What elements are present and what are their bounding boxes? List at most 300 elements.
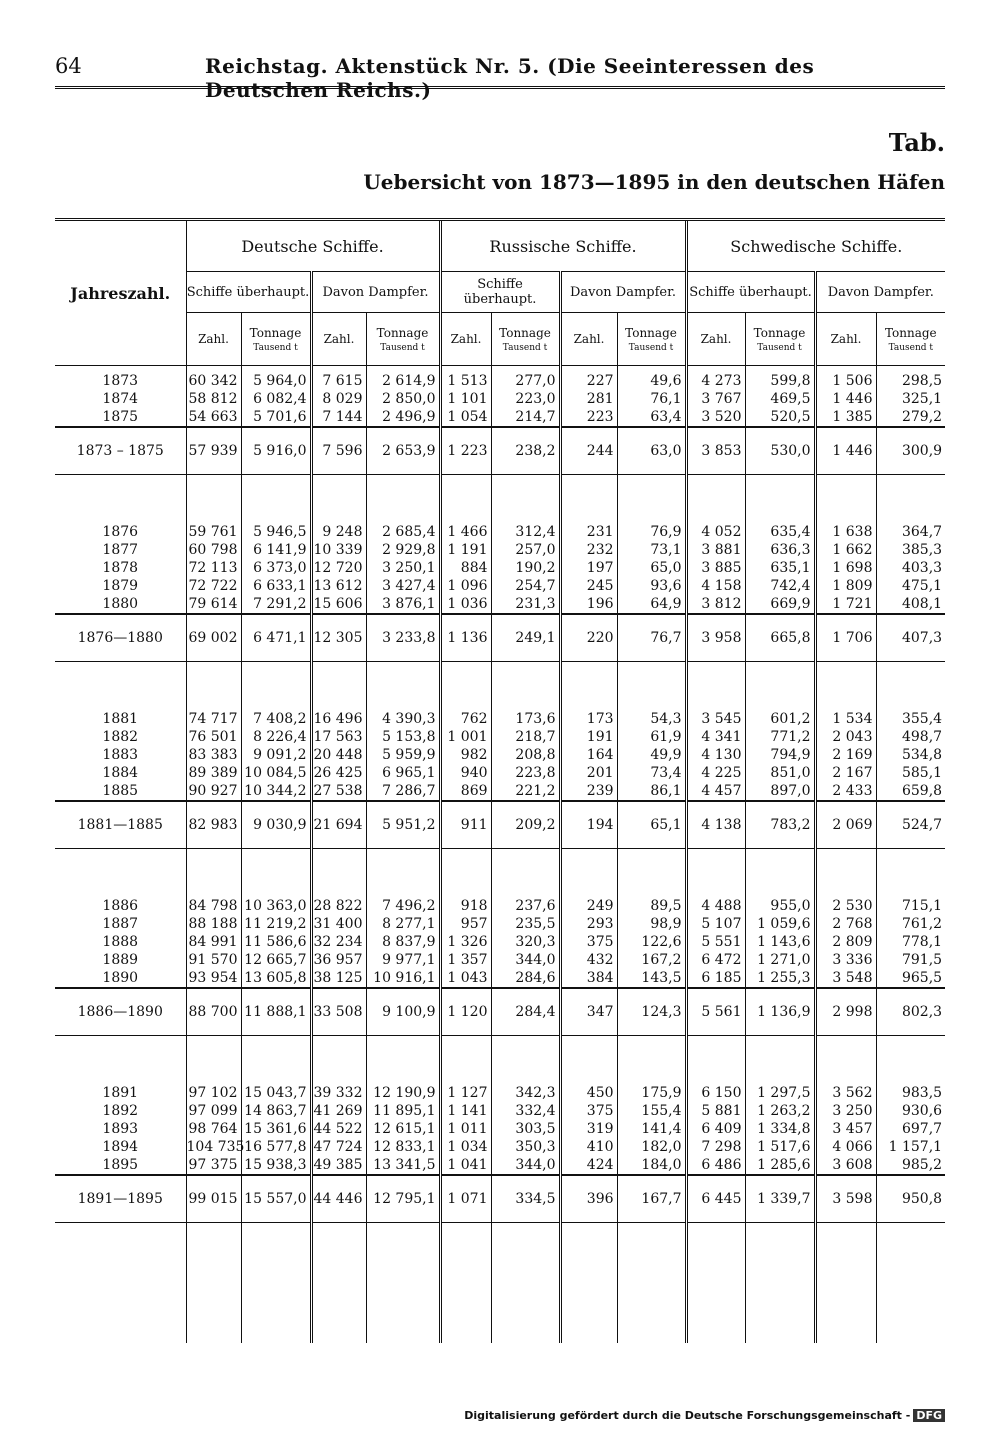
value-cell: 90 927 bbox=[186, 782, 241, 801]
value-cell: 1 223 bbox=[440, 427, 491, 475]
table-subtitle: Uebersicht von 1873—1895 in den deutschen Häfen bbox=[363, 170, 945, 194]
value-cell: 4 052 bbox=[686, 517, 745, 541]
value-cell: 6 082,4 bbox=[241, 390, 311, 408]
value-cell: 4 488 bbox=[686, 891, 745, 915]
value-cell: 1 721 bbox=[815, 595, 876, 614]
value-cell: 1 334,8 bbox=[745, 1120, 815, 1138]
value-cell: 27 538 bbox=[311, 782, 366, 801]
value-cell: 10 339 bbox=[311, 541, 366, 559]
value-cell: 6 373,0 bbox=[241, 559, 311, 577]
value-cell: 17 563 bbox=[311, 728, 366, 746]
year-cell: 1877 bbox=[102, 542, 139, 558]
value-cell: 79 614 bbox=[186, 595, 241, 614]
value-cell: 5 964,0 bbox=[241, 366, 311, 391]
column-header-tonnage bbox=[241, 313, 311, 366]
value-cell: 155,4 bbox=[617, 1102, 686, 1120]
year-cell: 1885 bbox=[102, 783, 139, 799]
tonnage-label: Tonnage bbox=[753, 325, 806, 340]
value-cell: 7 596 bbox=[311, 427, 366, 475]
value-cell: 64,9 bbox=[617, 595, 686, 614]
shipping-statistics-table bbox=[55, 221, 945, 1343]
value-cell: 26 425 bbox=[311, 764, 366, 782]
value-cell: 8 226,4 bbox=[241, 728, 311, 746]
value-cell: 238,2 bbox=[491, 427, 560, 475]
value-cell: 1 136,9 bbox=[745, 988, 815, 1036]
value-cell: 16 577,8 bbox=[241, 1138, 311, 1156]
value-cell: 197 bbox=[560, 559, 617, 577]
table-row bbox=[55, 390, 945, 408]
year-cell: 1889 bbox=[102, 952, 139, 968]
value-cell: 1 043 bbox=[440, 969, 491, 988]
value-cell: 407,3 bbox=[876, 614, 945, 662]
value-cell: 520,5 bbox=[745, 408, 815, 427]
value-cell: 3 958 bbox=[686, 614, 745, 662]
table-row bbox=[55, 746, 945, 764]
value-cell: 97 102 bbox=[186, 1078, 241, 1102]
value-cell: 14 863,7 bbox=[241, 1102, 311, 1120]
value-cell: 1 326 bbox=[440, 933, 491, 951]
value-cell: 930,6 bbox=[876, 1102, 945, 1120]
value-cell: 3 881 bbox=[686, 541, 745, 559]
value-cell: 1 385 bbox=[815, 408, 876, 427]
value-cell: 89,5 bbox=[617, 891, 686, 915]
value-cell: 410 bbox=[560, 1138, 617, 1156]
year-cell: 1875 bbox=[102, 409, 139, 425]
value-cell: 245 bbox=[560, 577, 617, 595]
value-cell: 396 bbox=[560, 1175, 617, 1223]
value-cell: 1 101 bbox=[440, 390, 491, 408]
subgroup-header-steamers: Davon Dampfer. bbox=[311, 272, 440, 313]
empty-tail-row bbox=[55, 1223, 945, 1344]
value-cell: 20 448 bbox=[311, 746, 366, 764]
column-header-tonnage bbox=[745, 313, 815, 366]
value-cell: 173,6 bbox=[491, 704, 560, 728]
value-cell: 175,9 bbox=[617, 1078, 686, 1102]
value-cell: 364,7 bbox=[876, 517, 945, 541]
value-cell: 344,0 bbox=[491, 951, 560, 969]
value-cell: 6 965,1 bbox=[366, 764, 440, 782]
value-cell: 742,4 bbox=[745, 577, 815, 595]
value-cell: 791,5 bbox=[876, 951, 945, 969]
year-cell: 1882 bbox=[102, 729, 139, 745]
value-cell: 897,0 bbox=[745, 782, 815, 801]
value-cell: 59 761 bbox=[186, 517, 241, 541]
value-cell: 950,8 bbox=[876, 1175, 945, 1223]
value-cell: 1 071 bbox=[440, 1175, 491, 1223]
year-cell: 1894 bbox=[102, 1139, 139, 1155]
value-cell: 76,1 bbox=[617, 390, 686, 408]
value-cell: 76 501 bbox=[186, 728, 241, 746]
tonnage-unit: Tausend t bbox=[888, 342, 934, 353]
table-label: Tab. bbox=[888, 128, 945, 157]
value-cell: 201 bbox=[560, 764, 617, 782]
value-cell: 3 812 bbox=[686, 595, 745, 614]
value-cell: 279,2 bbox=[876, 408, 945, 427]
value-cell: 2 169 bbox=[815, 746, 876, 764]
value-cell: 2 614,9 bbox=[366, 366, 440, 391]
year-cell: 1880 bbox=[102, 596, 139, 612]
value-cell: 88 188 bbox=[186, 915, 241, 933]
value-cell: 60 798 bbox=[186, 541, 241, 559]
value-cell: 221,2 bbox=[491, 782, 560, 801]
value-cell: 3 608 bbox=[815, 1156, 876, 1175]
value-cell: 2 653,9 bbox=[366, 427, 440, 475]
value-cell: 1 036 bbox=[440, 595, 491, 614]
value-cell: 585,1 bbox=[876, 764, 945, 782]
year-cell: 1888 bbox=[102, 934, 139, 950]
value-cell: 7 615 bbox=[311, 366, 366, 391]
value-cell: 12 305 bbox=[311, 614, 366, 662]
value-cell: 3 457 bbox=[815, 1120, 876, 1138]
value-cell: 97 375 bbox=[186, 1156, 241, 1175]
value-cell: 1 517,6 bbox=[745, 1138, 815, 1156]
value-cell: 347 bbox=[560, 988, 617, 1036]
value-cell: 2 496,9 bbox=[366, 408, 440, 427]
value-cell: 4 341 bbox=[686, 728, 745, 746]
value-cell: 65,1 bbox=[617, 801, 686, 849]
value-cell: 11 586,6 bbox=[241, 933, 311, 951]
value-cell: 33 508 bbox=[311, 988, 366, 1036]
value-cell: 2 998 bbox=[815, 988, 876, 1036]
value-cell: 475,1 bbox=[876, 577, 945, 595]
value-cell: 76,9 bbox=[617, 517, 686, 541]
value-cell: 16 496 bbox=[311, 704, 366, 728]
year-cell: 1890 bbox=[102, 970, 139, 986]
value-cell: 249,1 bbox=[491, 614, 560, 662]
year-cell: 1881—1885 bbox=[55, 801, 186, 849]
tonnage-unit: Tausend t bbox=[253, 342, 298, 353]
value-cell: 534,8 bbox=[876, 746, 945, 764]
value-cell: 601,2 bbox=[745, 704, 815, 728]
value-cell: 1 136 bbox=[440, 614, 491, 662]
tonnage-label: Tonnage bbox=[376, 325, 429, 340]
value-cell: 97 099 bbox=[186, 1102, 241, 1120]
value-cell: 450 bbox=[560, 1078, 617, 1102]
value-cell: 5 701,6 bbox=[241, 408, 311, 427]
value-cell: 355,4 bbox=[876, 704, 945, 728]
table-row bbox=[55, 915, 945, 933]
value-cell: 223,0 bbox=[491, 390, 560, 408]
value-cell: 164 bbox=[560, 746, 617, 764]
value-cell: 65,0 bbox=[617, 559, 686, 577]
year-cell: 1874 bbox=[102, 391, 139, 407]
value-cell: 9 030,9 bbox=[241, 801, 311, 849]
column-header-zahl: Zahl. bbox=[440, 313, 491, 366]
value-cell: 2 043 bbox=[815, 728, 876, 746]
value-cell: 2 929,8 bbox=[366, 541, 440, 559]
value-cell: 4 158 bbox=[686, 577, 745, 595]
value-cell: 257,0 bbox=[491, 541, 560, 559]
value-cell: 320,3 bbox=[491, 933, 560, 951]
value-cell: 3 520 bbox=[686, 408, 745, 427]
year-cell: 1876 bbox=[102, 524, 139, 540]
value-cell: 74 717 bbox=[186, 704, 241, 728]
value-cell: 232 bbox=[560, 541, 617, 559]
table-row bbox=[55, 541, 945, 559]
value-cell: 220 bbox=[560, 614, 617, 662]
year-cell: 1883 bbox=[102, 747, 139, 763]
value-cell: 1 263,2 bbox=[745, 1102, 815, 1120]
value-cell: 5 107 bbox=[686, 915, 745, 933]
value-cell: 1 059,6 bbox=[745, 915, 815, 933]
value-cell: 312,4 bbox=[491, 517, 560, 541]
value-cell: 21 694 bbox=[311, 801, 366, 849]
column-header-tonnage bbox=[617, 313, 686, 366]
value-cell: 9 248 bbox=[311, 517, 366, 541]
value-cell: 57 939 bbox=[186, 427, 241, 475]
table-row bbox=[55, 577, 945, 595]
value-cell: 4 225 bbox=[686, 764, 745, 782]
tonnage-unit: Tausend t bbox=[757, 342, 802, 353]
value-cell: 58 812 bbox=[186, 390, 241, 408]
average-row bbox=[55, 427, 945, 475]
value-cell: 332,4 bbox=[491, 1102, 560, 1120]
year-cell: 1876—1880 bbox=[55, 614, 186, 662]
value-cell: 1 297,5 bbox=[745, 1078, 815, 1102]
value-cell: 12 615,1 bbox=[366, 1120, 440, 1138]
value-cell: 715,1 bbox=[876, 891, 945, 915]
value-cell: 7 496,2 bbox=[366, 891, 440, 915]
value-cell: 28 822 bbox=[311, 891, 366, 915]
value-cell: 6 633,1 bbox=[241, 577, 311, 595]
table-row bbox=[55, 704, 945, 728]
value-cell: 2 685,4 bbox=[366, 517, 440, 541]
value-cell: 4 457 bbox=[686, 782, 745, 801]
value-cell: 93 954 bbox=[186, 969, 241, 988]
value-cell: 5 551 bbox=[686, 933, 745, 951]
value-cell: 281 bbox=[560, 390, 617, 408]
value-cell: 982 bbox=[440, 746, 491, 764]
column-header-tonnage bbox=[491, 313, 560, 366]
value-cell: 244 bbox=[560, 427, 617, 475]
spacer-row bbox=[55, 1036, 945, 1079]
value-cell: 10 084,5 bbox=[241, 764, 311, 782]
value-cell: 12 795,1 bbox=[366, 1175, 440, 1223]
value-cell: 778,1 bbox=[876, 933, 945, 951]
value-cell: 47 724 bbox=[311, 1138, 366, 1156]
value-cell: 9 977,1 bbox=[366, 951, 440, 969]
value-cell: 11 888,1 bbox=[241, 988, 311, 1036]
value-cell: 1 191 bbox=[440, 541, 491, 559]
value-cell: 249 bbox=[560, 891, 617, 915]
value-cell: 384 bbox=[560, 969, 617, 988]
value-cell: 342,3 bbox=[491, 1078, 560, 1102]
value-cell: 1 662 bbox=[815, 541, 876, 559]
value-cell: 284,6 bbox=[491, 969, 560, 988]
value-cell: 8 277,1 bbox=[366, 915, 440, 933]
value-cell: 469,5 bbox=[745, 390, 815, 408]
column-header-zahl: Zahl. bbox=[560, 313, 617, 366]
table-row bbox=[55, 764, 945, 782]
value-cell: 15 557,0 bbox=[241, 1175, 311, 1223]
value-cell: 1 706 bbox=[815, 614, 876, 662]
column-header-tonnage bbox=[366, 313, 440, 366]
value-cell: 3 427,4 bbox=[366, 577, 440, 595]
subgroup-header-all-ships: Schiffe überhaupt. bbox=[186, 272, 311, 313]
value-cell: 1 034 bbox=[440, 1138, 491, 1156]
value-cell: 1 127 bbox=[440, 1078, 491, 1102]
value-cell: 6 471,1 bbox=[241, 614, 311, 662]
value-cell: 231,3 bbox=[491, 595, 560, 614]
value-cell: 98 764 bbox=[186, 1120, 241, 1138]
value-cell: 7 286,7 bbox=[366, 782, 440, 801]
value-cell: 762 bbox=[440, 704, 491, 728]
value-cell: 965,5 bbox=[876, 969, 945, 988]
year-cell: 1895 bbox=[102, 1157, 139, 1173]
table-row bbox=[55, 595, 945, 614]
column-header-zahl: Zahl. bbox=[186, 313, 241, 366]
value-cell: 6 141,9 bbox=[241, 541, 311, 559]
value-cell: 54 663 bbox=[186, 408, 241, 427]
value-cell: 1 339,7 bbox=[745, 1175, 815, 1223]
value-cell: 1 446 bbox=[815, 427, 876, 475]
value-cell: 231 bbox=[560, 517, 617, 541]
value-cell: 7 298 bbox=[686, 1138, 745, 1156]
value-cell: 15 361,6 bbox=[241, 1120, 311, 1138]
value-cell: 218,7 bbox=[491, 728, 560, 746]
value-cell: 697,7 bbox=[876, 1120, 945, 1138]
average-row bbox=[55, 1175, 945, 1223]
footer-text: Digitalisierung gefördert durch die Deutsche Forschungsgemeinschaft - bbox=[464, 1409, 911, 1422]
value-cell: 7 408,2 bbox=[241, 704, 311, 728]
value-cell: 173 bbox=[560, 704, 617, 728]
table-row bbox=[55, 1102, 945, 1120]
year-cell: 1886 bbox=[102, 898, 139, 914]
value-cell: 8 837,9 bbox=[366, 933, 440, 951]
value-cell: 665,8 bbox=[745, 614, 815, 662]
value-cell: 10 363,0 bbox=[241, 891, 311, 915]
value-cell: 4 066 bbox=[815, 1138, 876, 1156]
value-cell: 11 219,2 bbox=[241, 915, 311, 933]
spacer-row bbox=[55, 662, 945, 705]
value-cell: 2 530 bbox=[815, 891, 876, 915]
year-cell: 1891—1895 bbox=[55, 1175, 186, 1223]
value-cell: 761,2 bbox=[876, 915, 945, 933]
value-cell: 5 946,5 bbox=[241, 517, 311, 541]
year-cell: 1879 bbox=[102, 578, 139, 594]
value-cell: 1 285,6 bbox=[745, 1156, 815, 1175]
value-cell: 940 bbox=[440, 764, 491, 782]
value-cell: 1 446 bbox=[815, 390, 876, 408]
table-row bbox=[55, 969, 945, 988]
value-cell: 83 383 bbox=[186, 746, 241, 764]
value-cell: 635,1 bbox=[745, 559, 815, 577]
value-cell: 5 881 bbox=[686, 1102, 745, 1120]
value-cell: 3 250 bbox=[815, 1102, 876, 1120]
column-header-zahl: Zahl. bbox=[686, 313, 745, 366]
value-cell: 783,2 bbox=[745, 801, 815, 849]
value-cell: 93,6 bbox=[617, 577, 686, 595]
table-row bbox=[55, 559, 945, 577]
value-cell: 12 833,1 bbox=[366, 1138, 440, 1156]
value-cell: 239 bbox=[560, 782, 617, 801]
value-cell: 196 bbox=[560, 595, 617, 614]
value-cell: 659,8 bbox=[876, 782, 945, 801]
value-cell: 498,7 bbox=[876, 728, 945, 746]
subgroup-header-all-ships: Schiffe überhaupt. bbox=[686, 272, 815, 313]
value-cell: 911 bbox=[440, 801, 491, 849]
tonnage-unit: Tausend t bbox=[628, 342, 674, 353]
group-header-russian-ships: Russische Schiffe. bbox=[440, 221, 686, 272]
value-cell: 91 570 bbox=[186, 951, 241, 969]
value-cell: 98,9 bbox=[617, 915, 686, 933]
value-cell: 12 665,7 bbox=[241, 951, 311, 969]
value-cell: 6 185 bbox=[686, 969, 745, 988]
value-cell: 2 850,0 bbox=[366, 390, 440, 408]
value-cell: 15 938,3 bbox=[241, 1156, 311, 1175]
value-cell: 10 916,1 bbox=[366, 969, 440, 988]
dfg-logo: DFG bbox=[913, 1409, 945, 1422]
value-cell: 599,8 bbox=[745, 366, 815, 391]
value-cell: 884 bbox=[440, 559, 491, 577]
value-cell: 3 548 bbox=[815, 969, 876, 988]
table-row bbox=[55, 1120, 945, 1138]
value-cell: 69 002 bbox=[186, 614, 241, 662]
value-cell: 88 700 bbox=[186, 988, 241, 1036]
value-cell: 254,7 bbox=[491, 577, 560, 595]
value-cell: 955,0 bbox=[745, 891, 815, 915]
value-cell: 5 916,0 bbox=[241, 427, 311, 475]
value-cell: 1 698 bbox=[815, 559, 876, 577]
value-cell: 72 722 bbox=[186, 577, 241, 595]
value-cell: 3 233,8 bbox=[366, 614, 440, 662]
value-cell: 4 390,3 bbox=[366, 704, 440, 728]
value-cell: 635,4 bbox=[745, 517, 815, 541]
column-header-tonnage bbox=[876, 313, 945, 366]
value-cell: 223 bbox=[560, 408, 617, 427]
value-cell: 403,3 bbox=[876, 559, 945, 577]
value-cell: 3 336 bbox=[815, 951, 876, 969]
year-column-header: Jahreszahl. bbox=[55, 221, 186, 366]
value-cell: 99 015 bbox=[186, 1175, 241, 1223]
value-cell: 13 612 bbox=[311, 577, 366, 595]
table-row bbox=[55, 891, 945, 915]
table-row bbox=[55, 408, 945, 427]
value-cell: 794,9 bbox=[745, 746, 815, 764]
value-cell: 194 bbox=[560, 801, 617, 849]
year-cell: 1893 bbox=[102, 1121, 139, 1137]
value-cell: 36 957 bbox=[311, 951, 366, 969]
value-cell: 32 234 bbox=[311, 933, 366, 951]
value-cell: 1 506 bbox=[815, 366, 876, 391]
column-header-zahl: Zahl. bbox=[311, 313, 366, 366]
value-cell: 319 bbox=[560, 1120, 617, 1138]
page-number: 64 bbox=[55, 54, 82, 78]
value-cell: 41 269 bbox=[311, 1102, 366, 1120]
value-cell: 771,2 bbox=[745, 728, 815, 746]
year-cell: 1873 bbox=[102, 373, 139, 389]
footer bbox=[464, 1409, 945, 1422]
table-row bbox=[55, 782, 945, 801]
value-cell: 6 472 bbox=[686, 951, 745, 969]
value-cell: 1 141 bbox=[440, 1102, 491, 1120]
value-cell: 284,4 bbox=[491, 988, 560, 1036]
group-header-swedish-ships: Schwedische Schiffe. bbox=[686, 221, 945, 272]
tonnage-label: Tonnage bbox=[625, 325, 677, 340]
tonnage-label: Tonnage bbox=[884, 325, 937, 340]
value-cell: 49,6 bbox=[617, 366, 686, 391]
spacer-row bbox=[55, 475, 945, 518]
tonnage-label: Tonnage bbox=[249, 325, 302, 340]
value-cell: 84 991 bbox=[186, 933, 241, 951]
table-row bbox=[55, 933, 945, 951]
value-cell: 4 130 bbox=[686, 746, 745, 764]
value-cell: 344,0 bbox=[491, 1156, 560, 1175]
value-cell: 669,9 bbox=[745, 595, 815, 614]
value-cell: 182,0 bbox=[617, 1138, 686, 1156]
value-cell: 54,3 bbox=[617, 704, 686, 728]
year-cell: 1891 bbox=[102, 1085, 139, 1101]
